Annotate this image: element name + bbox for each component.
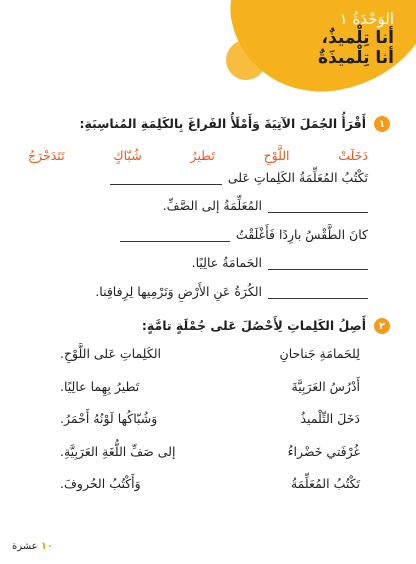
matching-row xyxy=(60,476,360,509)
answer-blank[interactable] xyxy=(268,198,368,213)
sentence-text: تَكْتُبُ المُعَلِّمَةُ الكَلِماتِ عَلى xyxy=(227,170,368,185)
question-1-number-badge: ١ xyxy=(374,116,390,132)
page-number: ١٠ xyxy=(40,541,54,552)
unit-title-line1: أنا تِلْميذٌ، xyxy=(321,28,394,48)
match-end[interactable]: تَطيرُ بِهِما عالِيًا. xyxy=(60,378,140,394)
word-bank-item: اللَّوْحِ xyxy=(263,148,290,163)
match-end[interactable]: الكَلِماتِ عَلى اللَّوْحِ. xyxy=(60,346,162,361)
word-bank-item: تَتَدَحْرَجُ xyxy=(28,148,65,163)
header-blob-drop xyxy=(226,40,266,80)
match-end[interactable]: وَأَكْتُبُ الحُروفَ. xyxy=(60,476,141,491)
page-number-word: عشرة xyxy=(12,541,38,552)
matching-row xyxy=(60,444,360,477)
question-1-instruction: أَقْرَأُ الجُمَلَ الآتِيَةَ وَأَمْلَأُ الفَراغَ بِالكَلِمَةِ المُناسِبَةِ: xyxy=(79,116,366,131)
word-bank-item: دَخَلَتْ xyxy=(338,148,368,163)
match-end[interactable]: وَشُبّاكُها لَوْنُهُ أَحْمَرُ. xyxy=(60,411,158,426)
answer-blank[interactable] xyxy=(110,170,222,185)
answer-blank[interactable] xyxy=(120,227,230,242)
matching-columns xyxy=(60,346,360,509)
unit-header xyxy=(318,10,394,68)
question-2-instruction: أَصِلُ الكَلِماتِ لِأَحْصُلَ عَلى جُمْلَةٍ تامَّةٍ: xyxy=(141,318,366,333)
sentence-text: كانَ الطَّقْسُ بارِدًا فَأَغْلَقْتُ xyxy=(235,227,368,242)
sentence-text: الحَمامَةُ عالِيًا. xyxy=(191,255,262,270)
unit-label: الوَحْدَةُ ١ xyxy=(339,10,394,28)
answer-blank[interactable] xyxy=(268,255,368,270)
match-start[interactable]: لِلحَمامَةِ جَناحانِ xyxy=(279,346,360,361)
sentence-text: المُعَلِّمَةُ إلى الصَّفِّ. xyxy=(162,198,262,213)
sentence-1 xyxy=(28,170,368,185)
question-2-number-badge: ٢ xyxy=(374,318,390,334)
match-start[interactable]: أَدْرُسُ العَرَبِيَّةَ xyxy=(291,378,360,394)
matching-row xyxy=(60,346,360,379)
word-bank-item: شُبّاكٍ xyxy=(113,148,142,163)
sentence-2 xyxy=(28,198,368,213)
match-start[interactable]: دَخَلَ التِّلْميذُ xyxy=(300,411,360,426)
word-bank-item: تَطيرُ xyxy=(190,148,215,163)
word-bank xyxy=(28,148,368,163)
match-start[interactable]: غُرْفَتي خَضْراءُ xyxy=(287,443,360,459)
matching-row xyxy=(60,379,360,412)
page-footer xyxy=(12,541,53,552)
match-end[interactable]: إلى صَفِّ اللُّغَةِ العَرَبِيَّةِ. xyxy=(60,443,176,459)
sentence-5 xyxy=(28,284,368,299)
matching-row xyxy=(60,411,360,444)
sentence-4 xyxy=(28,255,368,270)
sentence-3 xyxy=(28,227,368,242)
answer-blank[interactable] xyxy=(268,284,368,299)
match-start[interactable]: تَكْتُبُ المُعَلِّمَةُ xyxy=(290,476,360,491)
sentence-text: الكُرَةُ عَنِ الأَرْضِ وَتَرْمِيها لِرِفاقِنا. xyxy=(95,284,262,299)
unit-title-line2: أنا تِلْميذَةٌ xyxy=(317,48,394,68)
